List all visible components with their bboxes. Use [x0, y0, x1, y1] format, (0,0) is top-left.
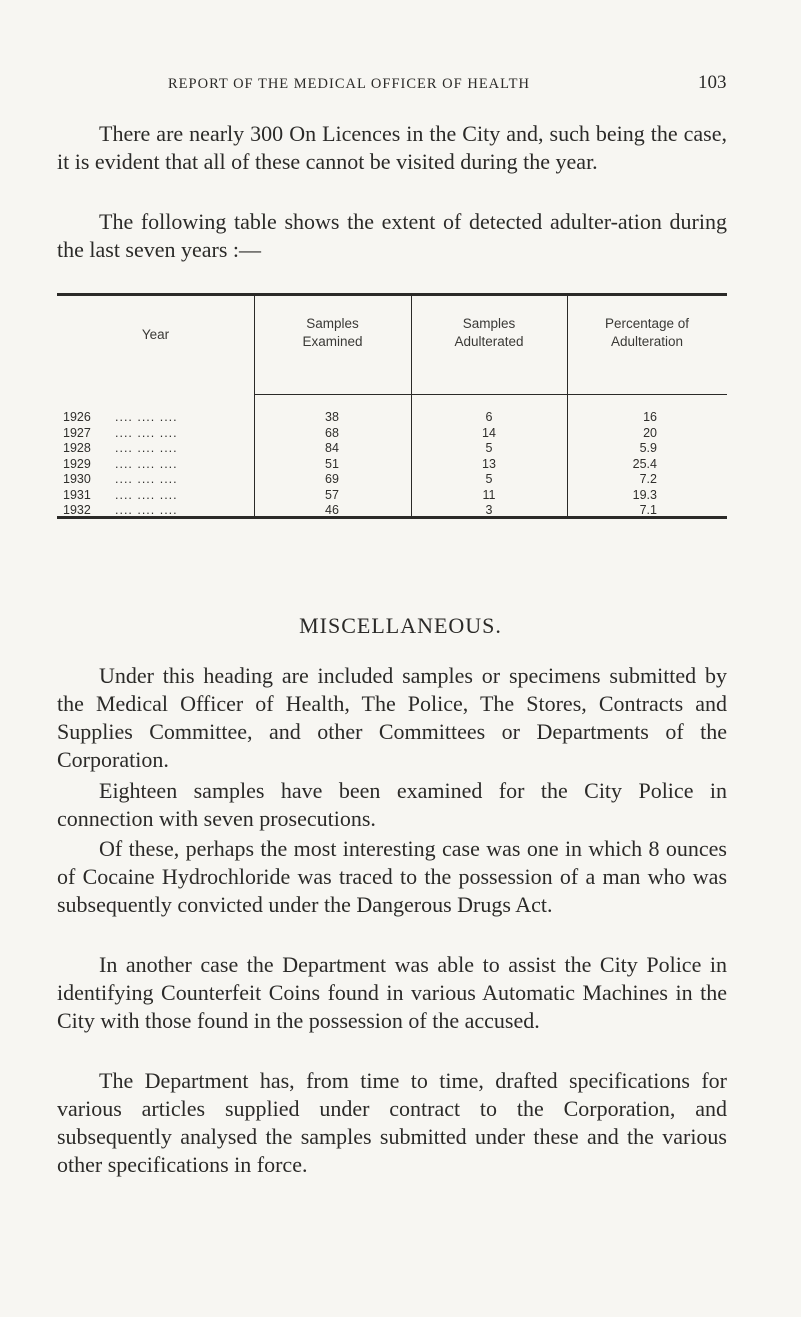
- leader-dots: .... .... ....: [115, 487, 178, 502]
- leader-dots: .... .... ....: [115, 456, 178, 471]
- leader-dots: .... .... ....: [115, 472, 178, 486]
- year-cell: 1926: [63, 410, 91, 424]
- intro-paragraph-1: There are nearly 300 On Licences in the City and, such being the case, it is evident that all of these cannot be visited during the year.: [57, 121, 727, 174]
- examined-cell: 38: [325, 410, 339, 424]
- adulterated-cell: 3: [485, 503, 493, 517]
- percentage-cell: 19.3: [632, 487, 657, 502]
- header-samples-adulterated: [411, 315, 567, 351]
- table-row: [57, 426, 727, 442]
- header-adulterated-line-1: Samples: [462, 316, 516, 331]
- header-percentage: [567, 315, 727, 351]
- leader-dots: .... .... ....: [115, 425, 178, 440]
- examined-cell: 68: [325, 425, 339, 440]
- misc-paragraph-2: Eighteen samples have been examined for the City Police in connection with seven prosecutions.: [57, 778, 727, 831]
- table-row: [57, 441, 727, 457]
- percentage-cell: 5.9: [639, 441, 657, 455]
- examined-cell: 51: [325, 456, 339, 471]
- adulteration-table: [57, 293, 727, 519]
- examined-cell: 57: [325, 487, 339, 502]
- adulterated-cell: 11: [482, 487, 496, 502]
- table-row: [57, 488, 727, 504]
- table-row: [57, 457, 727, 473]
- year-cell: 1931: [63, 487, 91, 502]
- header-year: Year: [141, 327, 170, 342]
- misc-paragraph-4: In another case the Department was able to assist the City Police in identifying Counterfeit Coins found in various Automatic Machines in the City with those found in the possession of the accused.: [57, 952, 727, 1033]
- year-cell: 1932: [63, 503, 91, 517]
- year-cell: 1928: [63, 441, 91, 455]
- running-title: REPORT OF THE MEDICAL OFFICER OF HEALTH: [168, 76, 531, 92]
- year-cell: 1929: [63, 456, 91, 471]
- leader-dots: .... .... ....: [115, 441, 178, 455]
- table-body: [57, 410, 727, 519]
- page-number: 103: [698, 72, 727, 93]
- table-top-rule: [57, 293, 727, 296]
- header-percentage-line-2: Adulteration: [610, 334, 684, 349]
- misc-paragraph-3: Of these, perhaps the most interesting case was one in which 8 ounces of Cocaine Hydrochloride was traced to the possession of a man who was subsequently convicted under the Dangerous Drugs Act.: [57, 836, 727, 917]
- adulterated-cell: 5: [485, 472, 493, 486]
- percentage-cell: 7.1: [639, 503, 657, 517]
- adulterated-cell: 6: [485, 410, 493, 424]
- leader-dots: .... .... ....: [115, 410, 178, 424]
- adulterated-cell: 13: [482, 456, 496, 471]
- header-adulterated-line-2: Adulterated: [454, 334, 524, 349]
- header-percentage-line-1: Percentage of: [604, 316, 690, 331]
- percentage-cell: 16: [643, 410, 657, 424]
- table-row: [57, 410, 727, 426]
- header-rule: [254, 394, 727, 395]
- section-title: MISCELLANEOUS.: [299, 613, 502, 638]
- examined-cell: 46: [325, 503, 339, 517]
- percentage-cell: 25.4: [632, 456, 657, 471]
- examined-cell: 84: [325, 441, 339, 455]
- percentage-cell: 7.2: [639, 472, 657, 486]
- header-samples-examined: [254, 315, 411, 351]
- misc-paragraph-1: Under this heading are included samples or specimens submitted by the Medical Officer of Health, The Police, The Stores, Contracts and Supplies Committee, and other Committees or Departments of the Corporation.: [57, 663, 727, 772]
- header-examined-line-1: Samples: [306, 316, 359, 331]
- adulterated-cell: 14: [482, 425, 496, 440]
- year-cell: 1930: [63, 472, 91, 486]
- intro-paragraph-2: The following table shows the extent of detected adulter-ation during the last seven years :—: [57, 209, 727, 262]
- adulterated-cell: 5: [485, 441, 493, 455]
- percentage-cell: 20: [643, 425, 657, 440]
- table-row: [57, 472, 727, 488]
- examined-cell: 69: [325, 472, 339, 486]
- misc-paragraph-5: The Department has, from time to time, drafted specifications for various articles supplied under contract to the Corporation, and subsequently analysed the samples submitted under these and the various other specifications in force.: [57, 1068, 727, 1177]
- leader-dots: .... .... ....: [115, 503, 178, 517]
- header-examined-line-2: Examined: [302, 334, 363, 349]
- table-row: [57, 503, 727, 519]
- year-cell: 1927: [63, 425, 91, 440]
